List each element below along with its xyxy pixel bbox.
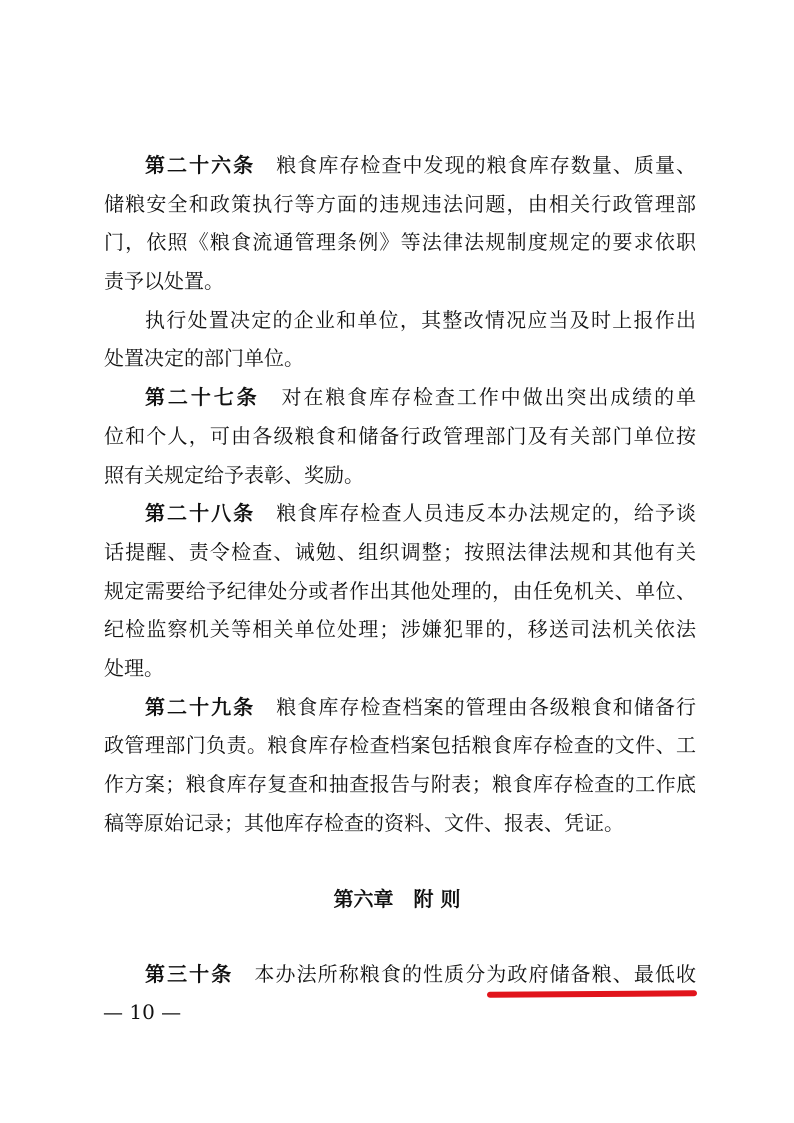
page-number: — 10 — <box>103 1000 182 1024</box>
article-30-line-1 <box>104 955 696 994</box>
article-27-line-2: 位和个人，可由各级粮食和储备行政管理部门及有关部门单位按 <box>104 423 696 448</box>
article-27-line-3: 照有关规定给予表彰、奖励。 <box>104 462 364 487</box>
article-26-heading: 第二十六条 <box>145 153 256 177</box>
article-27-heading: 第二十七条 <box>145 385 260 410</box>
article-29-heading: 第二十九条 <box>145 694 256 719</box>
chapter-heading <box>0 884 794 914</box>
article-28-line-4: 纪检监察机关等相关单位处理；涉嫌犯罪的，移送司法机关依法 <box>104 617 696 642</box>
article-29-line-3: 作方案；粮食库存复查和抽查报告与附表；粮食库存检查的工作底 <box>104 772 696 796</box>
article-28-line-3: 规定需要给予纪律处分或者作出其他处理的，由任免机关、单位、 <box>104 578 696 603</box>
article-29-line-2: 政管理部门负责。粮食库存检查档案包括粮食库存检查的文件、工 <box>104 733 696 758</box>
document-body <box>104 146 696 842</box>
article-30-text: 本办法所称粮食的性质分为政府储备粮、最低收 <box>253 962 697 986</box>
article-26-line-4: 责予以处置。 <box>104 269 224 294</box>
article-28-line-5: 处理。 <box>104 655 164 680</box>
article-30 <box>104 955 696 994</box>
article-28-line-2: 话提醒、责令检查、诫勉、组织调整；按照法律法规和其他有关 <box>104 539 696 564</box>
article-26-line-1: 第二十六条 粮食库存检查中发现的粮食库存数量、质量、 <box>145 153 697 177</box>
article-26-line-2: 储粮安全和政策执行等方面的违规违法问题，由相关行政管理部 <box>104 191 696 216</box>
article-26-line-3: 门，依照《粮食流通管理条例》等法律法规制度规定的要求依职 <box>104 230 696 255</box>
article-29-line-4: 稿等原始记录；其他库存检查的资料、文件、报表、凭证。 <box>104 810 624 835</box>
article-26-para2-line-1: 执行处置决定的企业和单位，其整改情况应当及时上报作出 <box>145 307 696 332</box>
article-26-para2-line-2: 处置决定的部门单位。 <box>104 346 304 371</box>
article-28-line-1: 第二十八条 粮食库存检查人员违反本办法规定的，给予谈 <box>145 501 697 526</box>
article-29-line-1: 第二十九条 粮食库存检查档案的管理由各级粮食和储备行 <box>145 694 697 719</box>
chapter-title: 附 则 <box>413 887 461 911</box>
chapter-number: 第六章 <box>333 887 394 911</box>
red-underline-annotation <box>487 990 697 997</box>
article-30-heading: 第三十条 <box>145 962 234 986</box>
article-28-heading: 第二十八条 <box>145 501 256 526</box>
article-27-line-1: 第二十七条 对在粮食库存检查工作中做出突出成绩的单 <box>145 385 697 410</box>
